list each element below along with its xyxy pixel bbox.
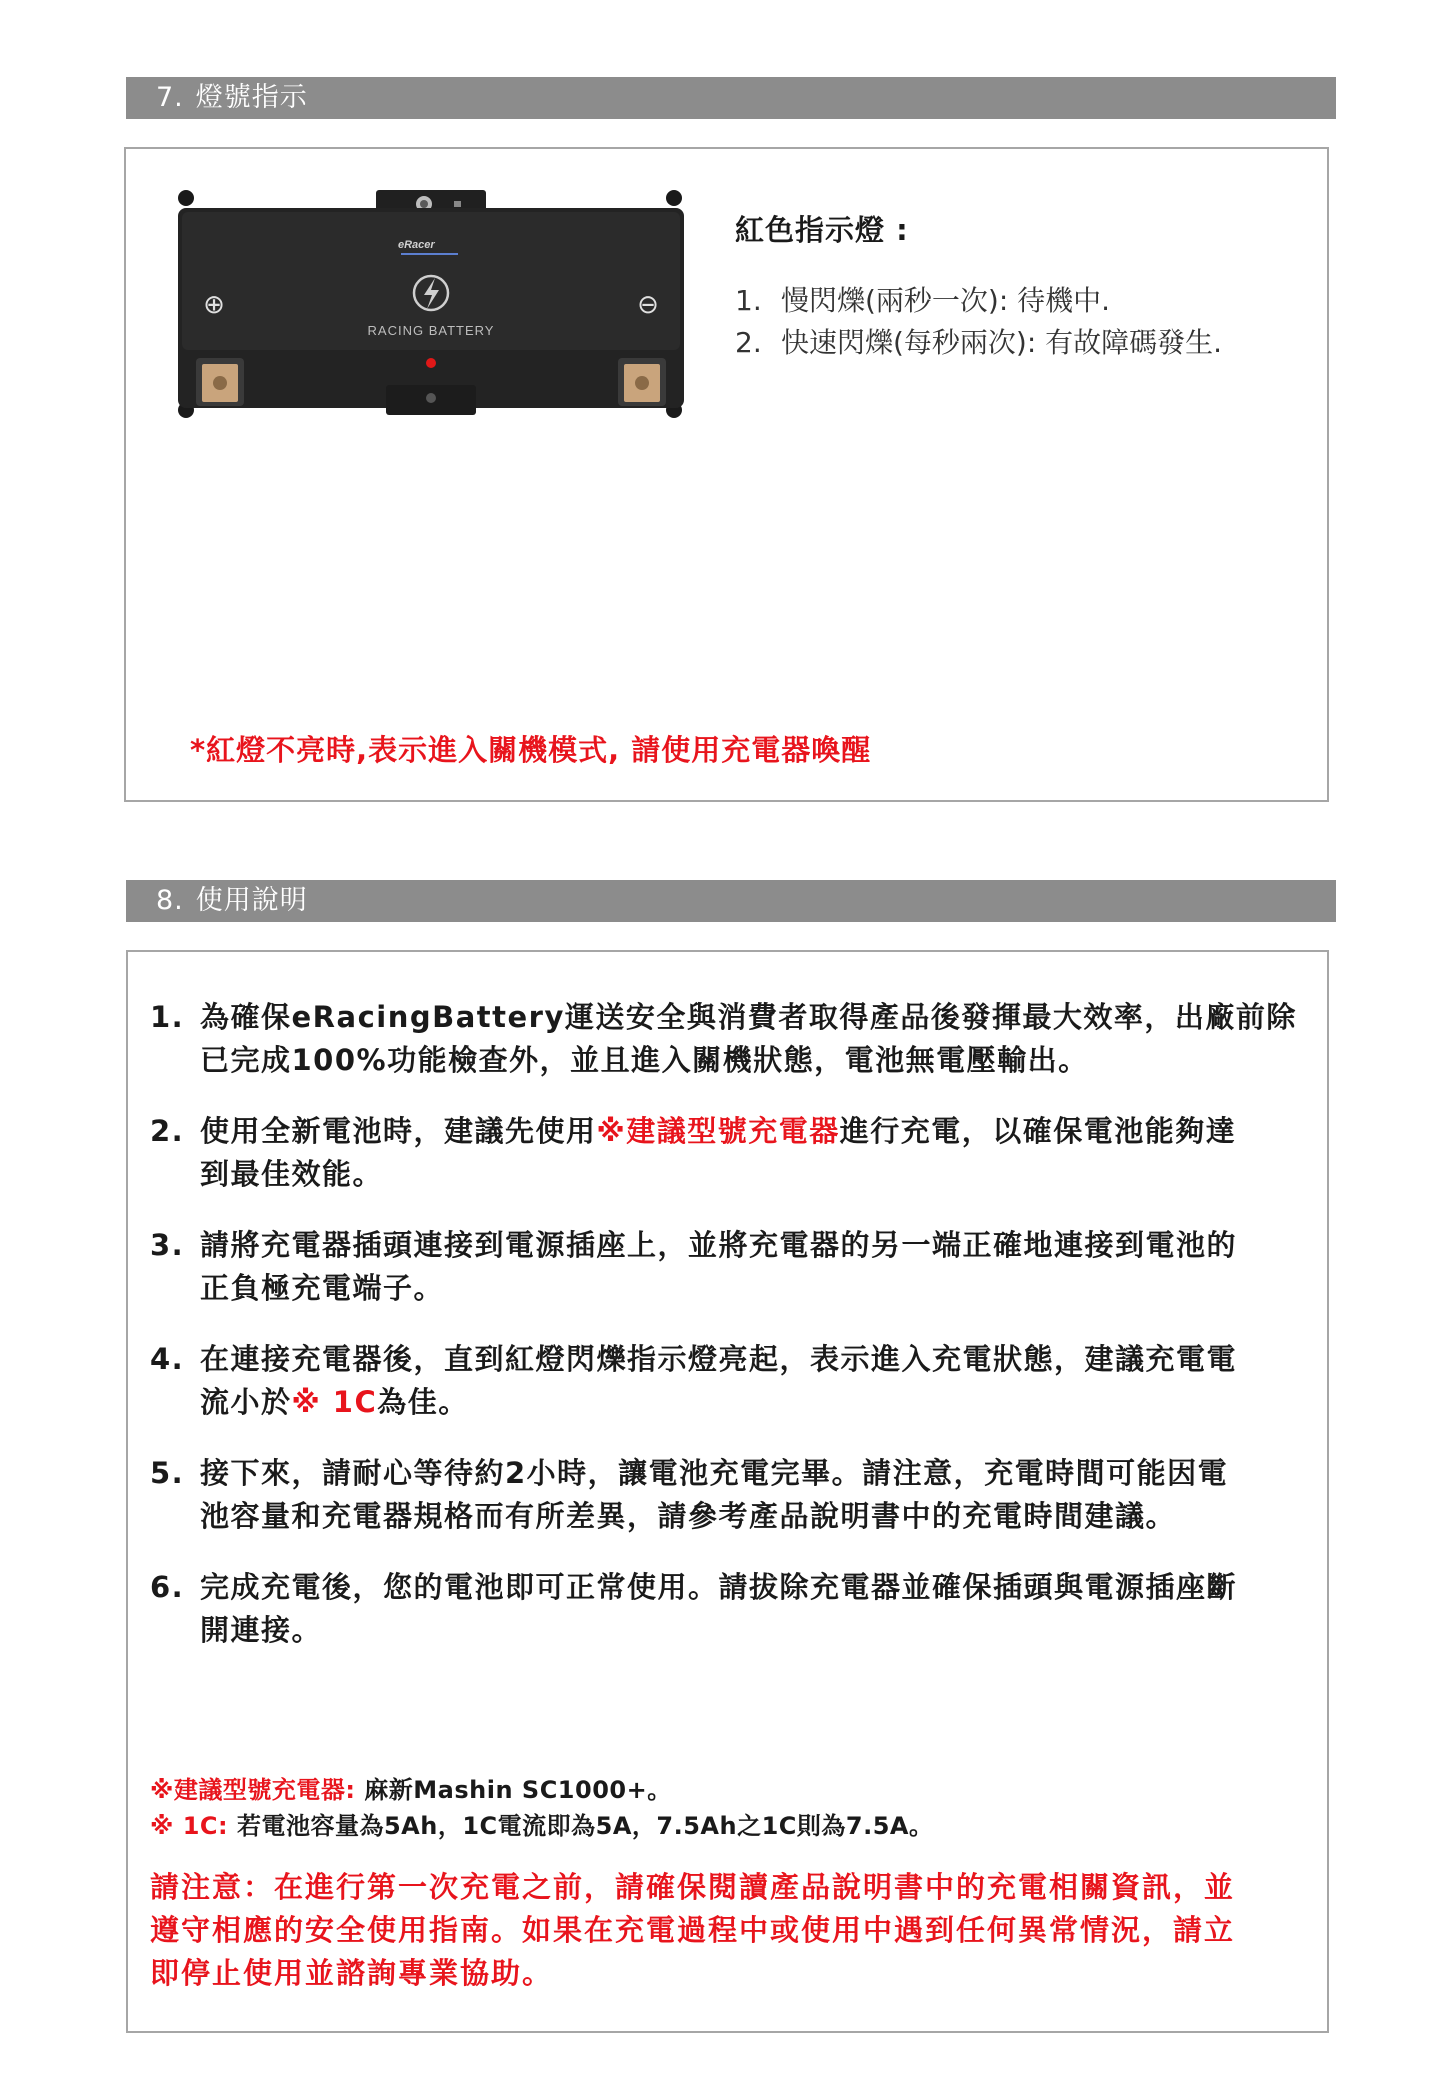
section-title: 燈號指示	[195, 82, 308, 113]
section-header-usage	[126, 880, 1336, 922]
section-number: 7.	[156, 82, 184, 113]
footnote-text: 若電池容量為5Ah，1C電流即為5A，7.5Ah之1C則為7.5A。	[228, 1812, 934, 1840]
warning-line: 請注意：在進行第一次充電之前，請確保閱讀產品說明書中的充電相關資訊，並	[150, 1870, 1236, 1904]
footnote-label: ※ 1C:	[150, 1812, 229, 1840]
item-number: 4.	[150, 1342, 185, 1376]
list-item	[150, 996, 1310, 1082]
step-line: 開連接。	[200, 1613, 323, 1647]
list-item	[150, 1224, 1310, 1310]
red-light-list	[735, 280, 1222, 364]
battery-label: RACING BATTERY	[367, 323, 495, 338]
step-line: 正負極充電端子。	[200, 1271, 445, 1305]
step-text: 流小於	[200, 1385, 292, 1419]
red-light-heading: 紅色指示燈 :	[735, 213, 909, 247]
positive-symbol: ⊕	[203, 290, 225, 320]
step-line: 請將充電器插頭連接到電源插座上，並將充電器的另一端正確地連接到電池的	[200, 1228, 1238, 1262]
step-text: 使用全新電池時，建議先使用	[200, 1114, 597, 1148]
list-item	[735, 280, 1222, 322]
step-text: 進行充電，以確保電池能夠達	[839, 1114, 1237, 1148]
section-header-indicator	[126, 77, 1336, 119]
list-item	[735, 322, 1222, 364]
usage-steps	[150, 996, 1310, 1680]
step-line	[200, 1110, 1310, 1153]
negative-symbol: ⊖	[637, 290, 659, 320]
section-title: 使用說明	[195, 885, 308, 916]
step-highlight: ※ 1C	[291, 1385, 378, 1419]
item-number: 5.	[150, 1456, 185, 1490]
footnote-text: 麻新Mashin SC1000+。	[355, 1776, 672, 1804]
step-line: 在連接充電器後，直到紅燈閃爍指示燈亮起，表示進入充電狀態，建議充電電	[200, 1342, 1238, 1376]
current-footnote	[150, 1806, 934, 1841]
list-item	[150, 1110, 1310, 1196]
step-line: 完成充電後，您的電池即可正常使用。請拔除充電器並確保插頭與電源插座斷	[200, 1570, 1238, 1604]
brand-logo-text: eRacer	[398, 239, 435, 251]
item-number: 2.	[150, 1114, 185, 1148]
shutdown-note: *紅燈不亮時,表示進入關機模式, 請使用充電器喚醒	[190, 733, 872, 767]
step-line: 到最佳效能。	[200, 1157, 384, 1191]
step-line: 已完成100%功能檢查外，並且進入關機狀態，電池無電壓輸出。	[200, 1043, 1089, 1077]
step-text: 為佳。	[377, 1385, 469, 1419]
charger-footnote	[150, 1770, 672, 1805]
list-item	[150, 1338, 1310, 1424]
item-number: 6.	[150, 1570, 185, 1604]
warning-line: 遵守相應的安全使用指南。如果在充電過程中或使用中遇到任何異常情況，請立	[150, 1913, 1236, 1947]
step-line: 為確保eRacingBattery運送安全與消費者取得產品後發揮最大效率，出廠前除	[200, 1000, 1297, 1034]
item-number: 2.	[735, 326, 762, 359]
item-text: 快速閃爍(每秒兩次): 有故障碼發生.	[781, 326, 1223, 359]
red-led-icon	[426, 358, 436, 368]
item-number: 3.	[150, 1228, 185, 1262]
list-item	[150, 1566, 1310, 1652]
item-text: 慢閃爍(兩秒一次): 待機中.	[781, 284, 1111, 317]
step-line	[200, 1381, 1310, 1424]
battery-image	[176, 190, 686, 418]
item-number: 1.	[735, 284, 762, 317]
item-number: 1.	[150, 1000, 185, 1034]
footnote-label: ※建議型號充電器:	[150, 1776, 356, 1804]
step-line: 接下來，請耐心等待約2小時，讓電池充電完畢。請注意，充電時間可能因電	[200, 1456, 1229, 1490]
step-line: 池容量和充電器規格而有所差異，請參考產品說明書中的充電時間建議。	[200, 1499, 1177, 1533]
warning-line: 即停止使用並諮詢專業協助。	[150, 1956, 554, 1990]
safety-warning	[150, 1866, 1290, 1995]
list-item	[150, 1452, 1310, 1538]
step-highlight: ※建議型號充電器	[596, 1114, 840, 1148]
section-number: 8.	[156, 885, 184, 916]
